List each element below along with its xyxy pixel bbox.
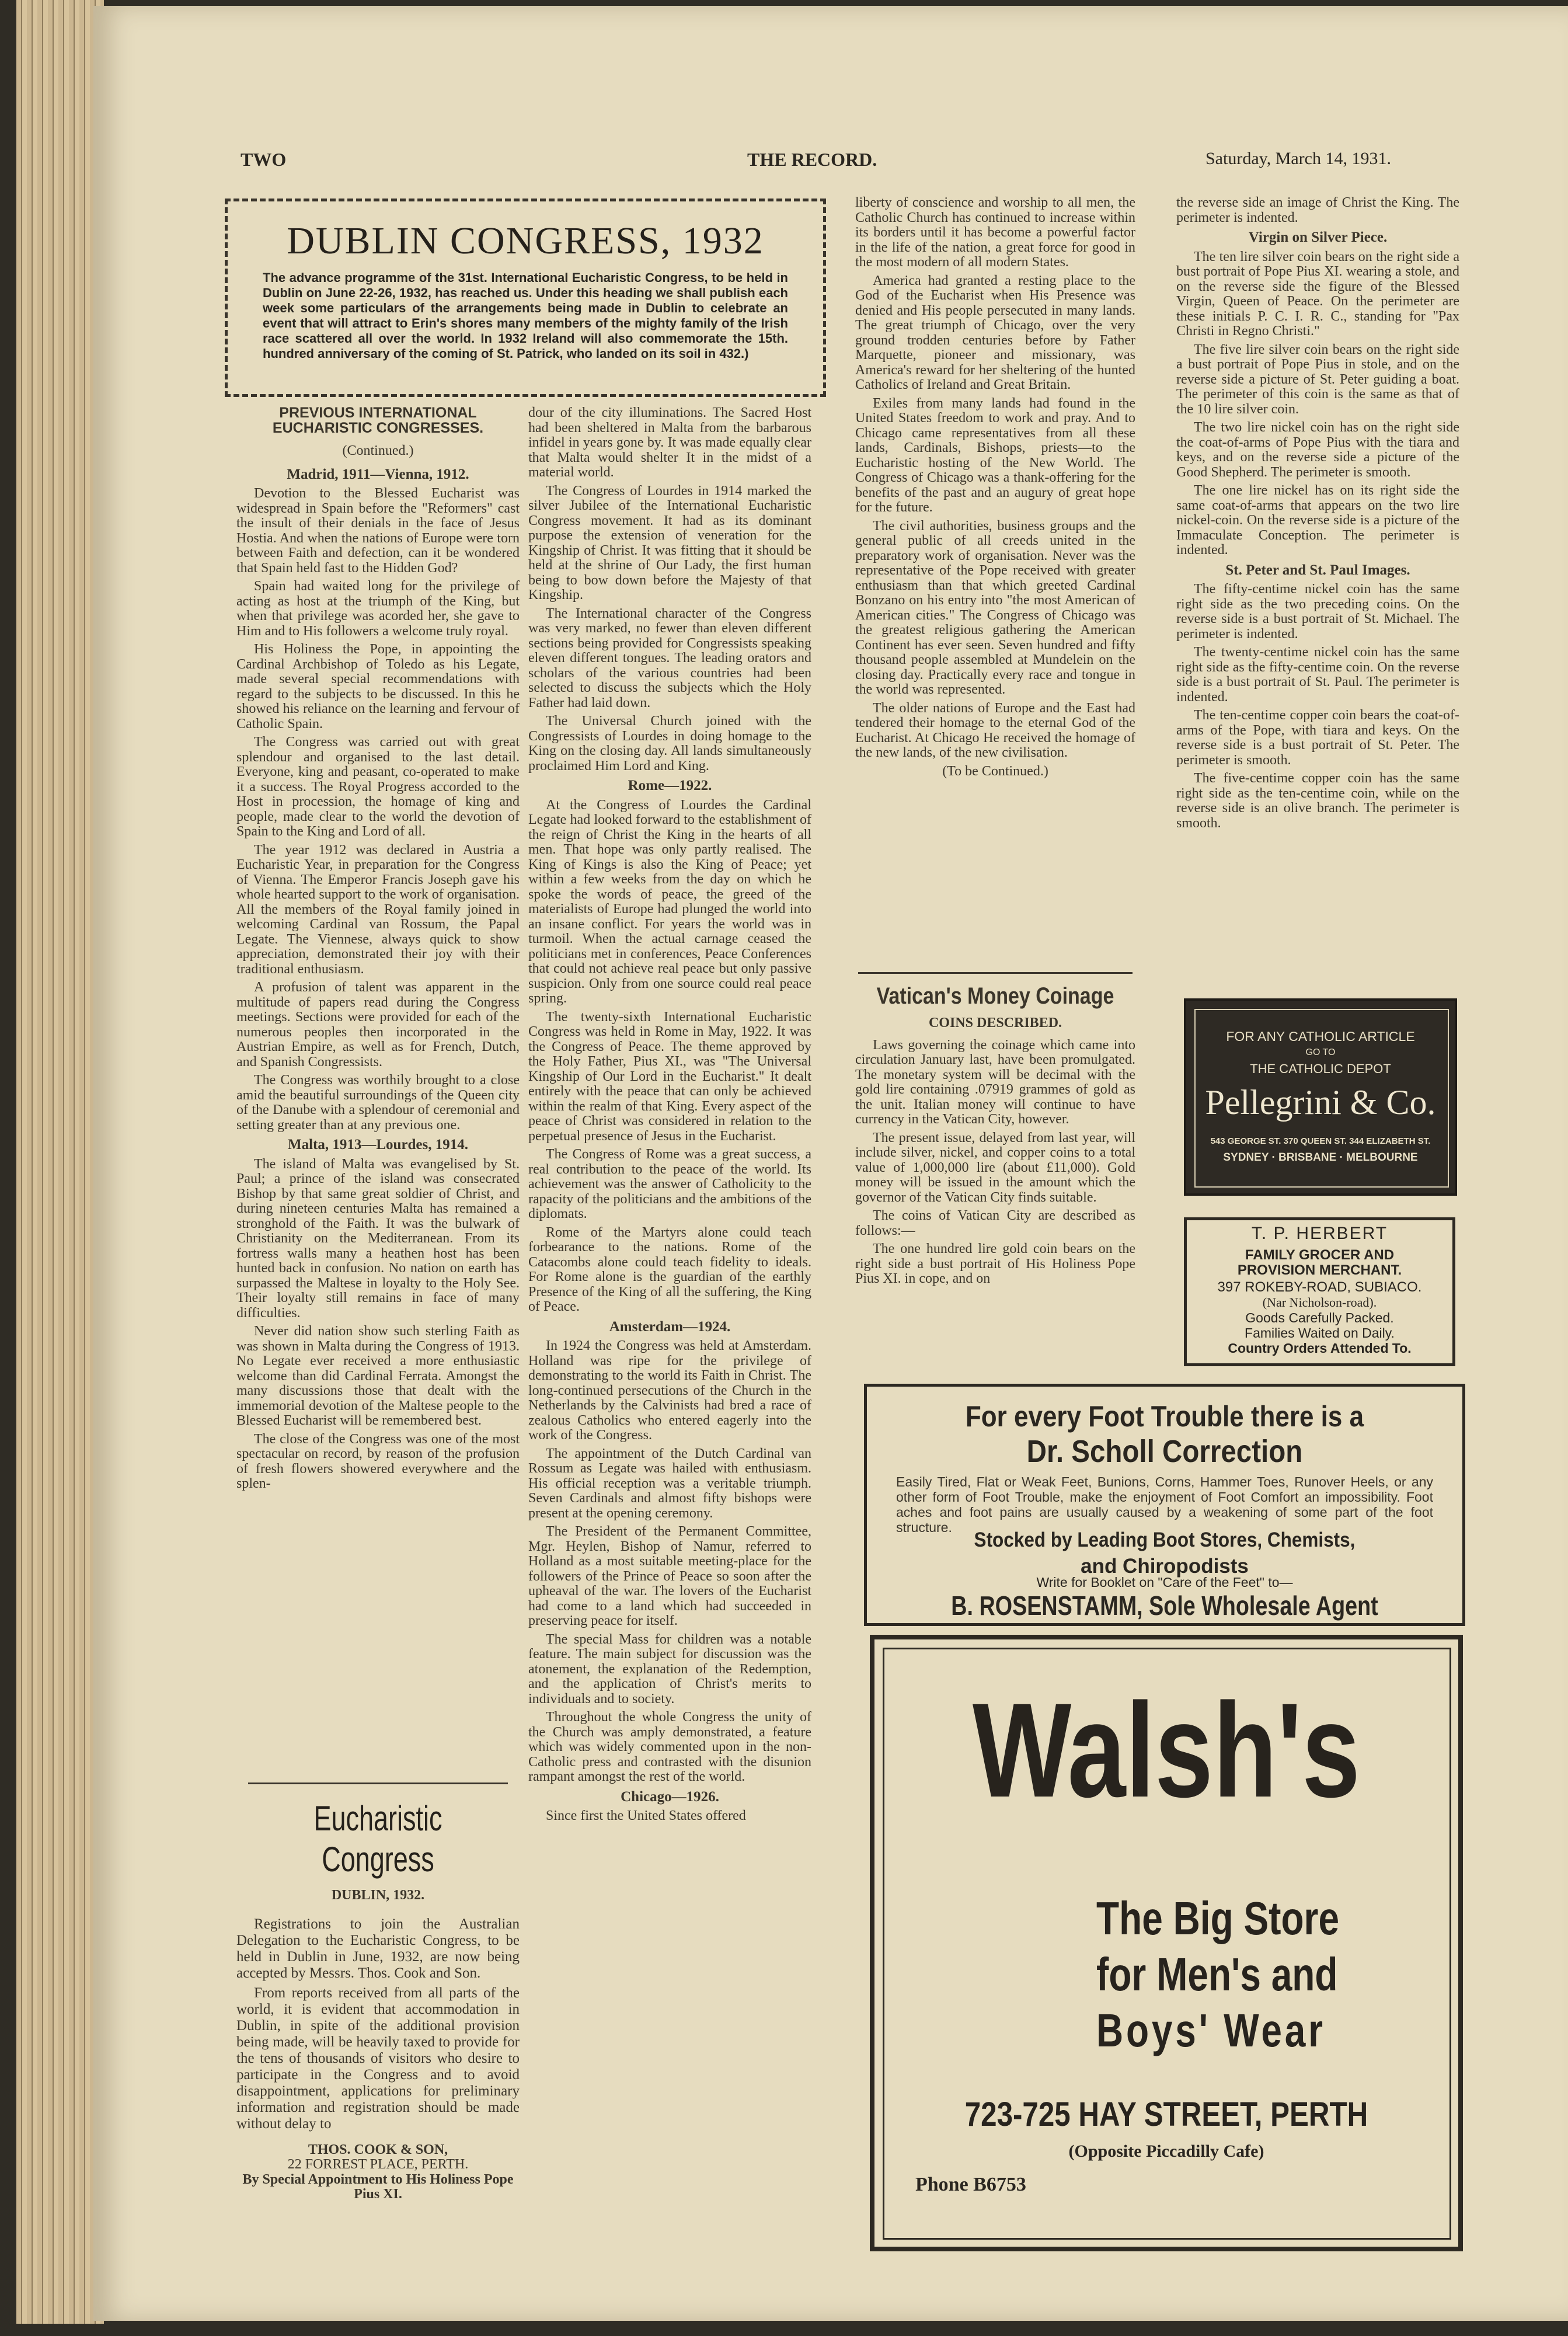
walsh-opposite: (Opposite Piccadilly Cafe) — [1068, 2142, 1264, 2161]
paragraph: The President of the Permanent Committee, Mgr. Heylen, Bishop of Namur, referred to Holland as a most suitable meeting-place for the followers of the Prince of Peace so soon after the upheaval of the war. The lovers of the Eucharist had come to a land which had succeeded in preserving peace for itself. — [528, 1524, 811, 1628]
congress-intro: The advance programme of the 31st. International Eucharistic Congress, to be held in Dublin on June 22-26, 1932, has reached us. Under this heading we shall publish each week some particulars of the arrangements being made in Dublin to celebrate an event that will attract to Erin's shores many members of the mighty family of the Irish race scattered all over the world. In 1932 Ireland will also commemorate the 15th. hundred anniversary of the coming of St. Patrick, who landed on its soil in 432.) — [263, 270, 788, 361]
paragraph: The International character of the Congress was very marked, no fewer than eleven different sections being provided for Congressists speaking eleven different tongues. The leading orators and scholars of the various countries had been selected to discuss the subjects which the Holy Father had laid down. — [528, 605, 811, 711]
paragraph: The two lire nickel coin has on the right side the coat-of-arms of Pope Pius with the tiara and keys, and on the reverse side a picture of the Good Shepherd. The perimeter is smooth. — [1176, 420, 1459, 480]
coinage-subtitle: COINS DESCRIBED. — [928, 1015, 1062, 1031]
scholl-stocked2: and Chiropodists — [1081, 1555, 1249, 1578]
newspaper-page — [93, 6, 1568, 2321]
continued-label: (To be Continued.) — [942, 763, 1048, 779]
pellegrini-line1: FOR ANY CATHOLIC ARTICLE — [1226, 1029, 1415, 1044]
column-rule — [858, 972, 1133, 974]
paragraph: Spain had waited long for the privilege of acting as host at the triumph of the King, but when that privilege was acorded her, she gave to Him and to His followers a welcome truly royal. — [236, 579, 520, 639]
paragraph: Laws governing the coinage which came into circulation January last, have been promulgated. The monetary system will be decimal with the gold lire containing .07919 grammes of gold as the unit. Italian money will continue to have currency in the Vatican City, however. — [855, 1037, 1135, 1127]
column-rule — [248, 1783, 508, 1784]
paragraph: The close of the Congress was one of the most spectacular on record, by reason of the profusion of fresh flowers showered everywhere and the splen- — [236, 1431, 520, 1491]
issue-date: Saturday, March 14, 1931. — [1205, 149, 1391, 168]
paragraph: Exiles from many lands had found in the United States freedom to work and pray. And to Chicago came representatives from all these lands, Cardinals, Bishops, priests—to the Eucharistic hosting of the New World. The Congress of Chicago was a thank-offering for the benefits of the past and an augury of great hope for the future. — [855, 395, 1135, 515]
herbert-name: T. P. HERBERT — [1251, 1224, 1388, 1243]
herbert-address: 397 ROKEBY-ROAD, SUBIACO. — [1217, 1279, 1422, 1295]
walsh-line2: for Men's and — [1096, 1948, 1338, 2000]
paragraph: The island of Malta was evangelised by St. Paul; a prince of the island was consecrated Bishop by that same great soldier of Christ, and during nineteen centuries Malta has remained a stronghold of the Faith. It was the bulwark of Christianity on the Mediterranean. From its fortress walls many a heathen host has been hunted back in confusion. No nation on earth has surpassed the Maltese in loyalty to the Holy See. Their loyalty still remains in face of many difficulties. — [236, 1156, 520, 1321]
paragraph: Throughout the whole Congress the unity of the Church was amply demonstrated, a feature which was widely commented upon in the non-Catholic press and contrasted with the disunion rampant amongst the rest of the world. — [528, 1710, 811, 1784]
paragraph: Devotion to the Blessed Eucharist was widespread in Spain before the "Reformers" cast the insult of their denials in the face of Jesus Hostia. And when the nations of Europe were torn between Faith and defection, can it be wondered that Spain held fast to the Hidden God? — [236, 486, 520, 576]
paragraph: The one hundred lire gold coin bears on the right side a bust portrait of His Holiness Pope Pius XI. in cope, and on — [855, 1241, 1135, 1286]
paragraph: Never did nation show such sterling Faith as was shown in Malta during the Congress of 1913. No Legate ever received a more enthusiastic welcome than did Cardinal Ferrata. Amongst the many discussions those that dealt with the immemorial devotion of the Maltese people to the Blessed Eucharist will be remembered best. — [236, 1324, 520, 1428]
paper-title: THE RECORD. — [747, 149, 877, 170]
paragraph: The Congress of Rome was a great success, a real contribution to the peace of the world. Its achievement was the answer of Catholicity to the rapacity of the politicians and the ambitions of the diplomats. — [528, 1147, 811, 1221]
paragraph: From reports received from all parts of the world, it is evident that accommodation in Dublin, in spite of the additional provision being made, will be heavily taxed to provide for the tens of thousands of visitors who desire to participate in the Congress and to avoid disappointment, applications for preliminary information and registration should be made without delay to — [236, 1985, 520, 2132]
walsh-name: Walsh's — [972, 1675, 1361, 1825]
paragraph: Since first the United States offered — [546, 1808, 746, 1823]
paragraph: The Congress of Lourdes in 1914 marked the silver Jubilee of the International Eucharistic Congress movement. It had as its dominant purpose the extension of veneration for the Kingship of Christ. It was fitting that it should be held at the shrine of Our Lady, the first human being to bow down before the Majesty of that Kingship. — [528, 483, 811, 603]
notice-appointment: By Special Appointment to His Holiness Pope Pius XI. — [242, 2171, 514, 2202]
pellegrini-ad — [1184, 998, 1457, 1196]
paragraph: The appointment of the Dutch Cardinal van Rossum as Legate was hailed with enthusiasm. His official reception was a veritable triumph. Seven Cardinals and almost fifty bishops were present at the opening ceremony. — [528, 1446, 811, 1521]
column-3 — [855, 196, 1135, 969]
paragraph: America had granted a resting place to the God of the Eucharist when His Presence was denied and His people persecuted in many lands. The great triumph of Chicago, over the very ground trodden centuries before by Father Marquette, pioneer and missionary, was America's reward for her sheltering of the hunted Catholics of Ireland and Great Britain. — [855, 273, 1135, 392]
scholl-headline2: Dr. Scholl Correction — [1026, 1434, 1303, 1469]
pellegrini-line2: GO TO — [1305, 1047, 1336, 1057]
herbert-line1: Goods Carefully Packed. — [1245, 1310, 1394, 1325]
subhead-silver: Virgin on Silver Piece. — [1248, 229, 1388, 245]
paragraph: The five-centime copper coin has the same right side as the ten-centime coin, while on the reverse side is an olive branch. The perimeter is smooth. — [1176, 771, 1459, 831]
paragraph: the reverse side an image of Christ the King. The perimeter is indented. — [1176, 196, 1459, 225]
page-number: TWO — [241, 149, 287, 170]
paragraph: The present issue, delayed from last year, will include silver, nickel, and copper coins to a total value of 1,000,000 lire (about £11,000). Gold money will be issued in the amount which the governor of the Vatican City finds suitable. — [855, 1130, 1135, 1205]
walsh-address: 723-725 HAY STREET, PERTH — [964, 2095, 1368, 2133]
subhead-malta: Malta, 1913—Lourdes, 1914. — [287, 1137, 469, 1153]
subhead-rome: Rome—1922. — [628, 778, 712, 793]
pellegrini-name: Pellegrini & Co. — [1205, 1083, 1436, 1122]
scholl-body: Easily Tired, Flat or Weak Feet, Bunions, Corns, Hammer Toes, Runover Heels, or any other form of Foot Trouble, make the enjoyment of Foot Comfort an impossibility. Foot aches and foot pains are usually caused by a weakening of some part of the foot structure. — [896, 1474, 1433, 1535]
scholl-write: Write for Booklet on "Care of the Feet" to— — [1036, 1575, 1293, 1590]
scholl-ad — [864, 1384, 1465, 1626]
paragraph: A profusion of talent was apparent in the multitude of papers read during the Congress meetings. Sections were provided for each of the numerous peoples then incorporated in the Austrian Empire, as well as for French, Dutch, and Spanish Congressists. — [236, 980, 520, 1070]
paragraph: Rome of the Martyrs alone could teach forbearance to the nations. Rome of the Catacombs alone could teach fidelity to ideals. For Rome alone is the guardian of the earthly Presence of the King of all the suffering, the King of Peace. — [528, 1224, 811, 1314]
paragraph: The ten lire silver coin bears on the right side a bust portrait of Pope Pius XI. wearing a stole, and on the reverse side the figure of the Blessed Virgin, Queen of Peace. On the perimeter are these initials P. C. I. R. C., standing for "Pax Christi in Regno Christi." — [1176, 249, 1459, 339]
paragraph: The special Mass for children was a notable feature. The main subject for discussion was the atonement, the explanation of the Redemption, and the application of Christ's merits to individuals and to society. — [528, 1631, 811, 1707]
subhead-madrid: Madrid, 1911—Vienna, 1912. — [287, 466, 469, 482]
notice-firm: THOS. COOK & SON, — [308, 2142, 448, 2157]
herbert-line2: Families Waited on Daily. — [1245, 1325, 1395, 1341]
herbert-trade1: FAMILY GROCER AND — [1245, 1247, 1395, 1263]
scholl-agent: B. ROSENSTAMM, Sole Wholesale Agent — [951, 1590, 1378, 1621]
paragraph: The older nations of Europe and the East had tendered their homage to the eternal God of the Eucharist. At Chicago He received the homage of the new lands, of the new civilisation. — [855, 700, 1135, 760]
notice-address: 22 FORREST PLACE, PERTH. — [287, 2157, 469, 2172]
scholl-stocked1: Stocked by Leading Boot Stores, Chemists, — [974, 1529, 1356, 1551]
paragraph: Registrations to join the Australian Delegation to the Eucharistic Congress, to be held in Dublin in June, 1932, are now being accepted by Messrs. Thos. Cook and Son. — [236, 1916, 520, 1981]
paragraph: dour of the city illuminations. The Sacred Host had been sheltered in Malta from the barbarous infidel in years gone by. It was made equally clear that Malta would shelter It in the midst of a material world. — [528, 406, 811, 480]
paragraph: The five lire silver coin bears on the right side a bust portrait of Pope Pius in stole, and on the reverse side a picture of St. Peter guiding a boat. The perimeter of this coin is the same as that of the 10 lire silver coin. — [1176, 342, 1459, 417]
pellegrini-line3: THE CATHOLIC DEPOT — [1250, 1061, 1391, 1076]
paragraph: The year 1912 was declared in Austria a Eucharistic Year, in preparation for the Congress of Vienna. The Emperor Francis Joseph gave his whole hearted support to the work of organisation. All the members of the Royal family joined in welcoming Cardinal van Rossum, the Papal Legate. The Viennese, always quick to show appreciation, demonstrated their joy with their traditional enthusiasm. — [236, 842, 520, 977]
paragraph: The Congress was carried out with great splendour and organised to the last detail. Everyone, king and peasant, co-operated to make it a success. The Royal Progress accorded to the Host in procession, the homage of king and people, made clear to the world the devotion of Spain to the King and Lord of all. — [236, 734, 520, 839]
paragraph: At the Congress of Lourdes the Cardinal Legate had looked forward to the establishment of the reign of Christ the King in the hearts of all men. That hope was only partly realised. The King of Kings is also the King of Peace; yet within a few weeks from the day on which he spoke the words of peace, the greed of the materialists of Europe had plunged the world into an insane conflict. For years the world was in turmoil. When the actual carnage ceased the politicians met in conferences, Peace Conferences that could not achieve real peace but only passive suspicion. Only from one source could real peace spring. — [528, 797, 811, 1006]
book-page-edges — [16, 0, 104, 2324]
paragraph: The coins of Vatican City are described as follows:— — [855, 1208, 1135, 1238]
walsh-phone: Phone B6753 — [915, 2174, 1026, 2195]
herbert-line3: Country Orders Attended To. — [1228, 1341, 1412, 1356]
scholl-headline1: For every Foot Trouble there is a — [965, 1400, 1364, 1433]
eucharistic-notice — [236, 1798, 520, 2207]
subhead-chicago: Chicago—1926. — [621, 1788, 719, 1805]
paragraph: The twenty-centime nickel coin has the same right side as the fifty-centime coin. On the reverse side is a bust portrait of St. Paul. The perimeter is indented. — [1176, 645, 1459, 705]
article-heading: PREVIOUS INTERNATIONAL EUCHARISTIC CONGRESSES. — [272, 406, 484, 436]
paragraph: The fifty-centime nickel coin has the same right side as the two preceding coins. On the reverse side is a bust portrait of St. Michael. The perimeter is indented. — [1176, 582, 1459, 642]
walsh-line3: Boys' Wear — [1096, 2004, 1326, 2056]
pellegrini-cities: SYDNEY · BRISBANE · MELBOURNE — [1223, 1151, 1418, 1164]
paragraph: The civil authorities, business groups and the general public of all creeds united in the preparatory work of organisation. Never was the representative of the Pope received with greater enthusiasm than that which greeted Cardinal Bonzano on his entry into "the most American of American cities." The Congress of Chicago was the greatest religious gathering the American Continent has ever seen. Seven hundred and fifty thousand people assembled at Mundelein on the closing day. Practically every race and tongue in the world was represented. — [855, 518, 1135, 697]
continued-label: (Continued.) — [342, 443, 414, 458]
paragraph: In 1924 the Congress was held at Amsterdam. Holland was ripe for the privilege of demonstrating to the world its Faith in Christ. The long-continued persecutions of the Church in the Netherlands by the Calvinists had bred a race of zealous Catholics who entered eagerly into the work of the Congress. — [528, 1338, 811, 1443]
paragraph: His Holiness the Pope, in appointing the Cardinal Archbishop of Toledo as his Legate, made several special recommendations with regard to the subjects to be discussed. In this he showed his reliance on the learning and fervour of Catholic Spain. — [236, 642, 520, 732]
coinage-article — [855, 981, 1135, 1369]
walsh-ad — [870, 1635, 1463, 2251]
paragraph: The ten-centime copper coin bears the coat-of-arms of the Pope, with tiara and keys. On the reverse side is a bust portrait of St. Peter. The perimeter is smooth. — [1176, 708, 1459, 768]
paragraph: The Congress was worthily brought to a close amid the beautiful surroundings of the Queen city of the Danube with a splendour of ceremonial and setting greater than at any previous one. — [236, 1073, 520, 1133]
walsh-line1: The Big Store — [1096, 1892, 1340, 1944]
paragraph: The one lire nickel has on its right side the same coat-of-arms that appears on the two lire nickel-coin. On the reverse side is a picture of the Immaculate Conception. The perimeter is indented. — [1176, 483, 1459, 558]
herbert-near: (Nar Nicholson-road). — [1262, 1295, 1377, 1310]
notice-title: Eucharistic Congress — [313, 1799, 442, 1879]
coinage-title: Vatican's Money Coinage — [876, 983, 1114, 1009]
paragraph: The Universal Church joined with the Congressists of Lourdes in doing homage to the King on the closing day. All lands simultaneously proclaimed Him Lord and King. — [528, 713, 811, 774]
subhead-peter-paul: St. Peter and St. Paul Images. — [1225, 562, 1410, 578]
column-2 — [528, 406, 811, 2318]
column-4 — [1176, 196, 1459, 969]
column-1 — [236, 406, 520, 1772]
paragraph: liberty of conscience and worship to all men, the Catholic Church has continued to increase within its borders until it has become a powerful factor in the life of the nation, a great force for good in the most modern of all modern States. — [855, 196, 1135, 270]
herbert-ad — [1184, 1217, 1455, 1366]
congress-title: DUBLIN CONGRESS, 1932 — [287, 220, 764, 262]
congress-announcement-box — [225, 199, 826, 397]
herbert-trade2: PROVISION MERCHANT. — [1237, 1262, 1402, 1278]
subhead-amsterdam: Amsterdam—1924. — [609, 1318, 731, 1335]
paragraph: The twenty-sixth International Eucharistic Congress was held in Rome in May, 1922. It was the Congress of Peace. The theme approved by the Holy Father, Pius XI., was "The Universal Kingship of Our Lord in the Eucharist." It dealt entirely with the peace that can only be achieved within the realm of that King. Every aspect of the peace of Christ was considered in relation to the perpetual presence of Jesus in the Eucharist. — [528, 1009, 811, 1144]
notice-subtitle: DUBLIN, 1932. — [331, 1888, 425, 1903]
pellegrini-addresses: 543 GEORGE ST. 370 QUEEN ST. 344 ELIZABETH ST. — [1210, 1136, 1431, 1146]
